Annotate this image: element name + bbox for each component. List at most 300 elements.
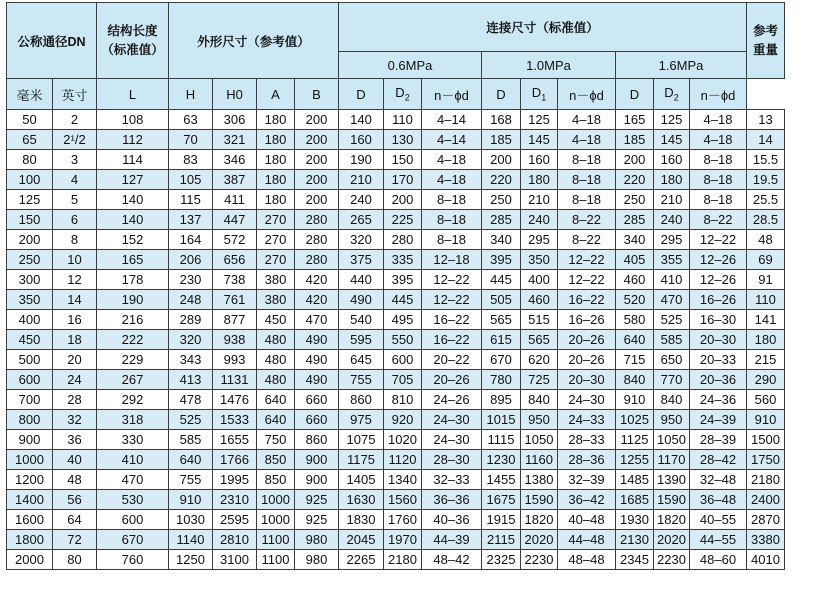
- table-cell: 137: [169, 210, 213, 230]
- table-cell: 20–30: [558, 370, 616, 390]
- table-cell: 2130: [616, 530, 654, 550]
- table-cell: 80: [53, 550, 97, 570]
- table-cell: 410: [654, 270, 690, 290]
- table-cell: 5: [53, 190, 97, 210]
- table-cell: 640: [616, 330, 654, 350]
- table-cell: 761: [213, 290, 257, 310]
- table-cell: 160: [654, 150, 690, 170]
- table-cell: 490: [339, 290, 384, 310]
- table-row: [7, 170, 785, 190]
- table-cell: 250: [7, 250, 53, 270]
- table-cell: 248: [169, 290, 213, 310]
- table-cell: 1800: [7, 530, 53, 550]
- table-cell: 1255: [616, 450, 654, 470]
- table-cell: 925: [295, 490, 339, 510]
- table-cell: 395: [384, 270, 422, 290]
- table-cell: 460: [616, 270, 654, 290]
- table-cell: 505: [482, 290, 521, 310]
- table-cell: 3: [53, 150, 97, 170]
- table-row: [7, 210, 785, 230]
- table-cell: 190: [339, 150, 384, 170]
- table-cell: 145: [654, 130, 690, 150]
- table-cell: 8–18: [690, 190, 747, 210]
- table-cell: 600: [97, 510, 169, 530]
- table-cell: 8–18: [690, 170, 747, 190]
- table-cell: 200: [616, 150, 654, 170]
- header-nd-0-6: n－ϕd: [422, 79, 482, 110]
- table-cell: 108: [97, 110, 169, 130]
- table-cell: 4–14: [422, 110, 482, 130]
- table-cell: 1200: [7, 470, 53, 490]
- table-cell: 780: [482, 370, 521, 390]
- table-cell: 200: [295, 190, 339, 210]
- table-cell: 480: [257, 370, 295, 390]
- table-cell: 495: [384, 310, 422, 330]
- table-cell: 800: [7, 410, 53, 430]
- table-cell: 32–48: [690, 470, 747, 490]
- table-cell: 572: [213, 230, 257, 250]
- table-cell: 2¹/2: [53, 130, 97, 150]
- table-cell: 130: [384, 130, 422, 150]
- header-D2-1-6: [654, 79, 690, 110]
- table-cell: 8–18: [558, 150, 616, 170]
- table-cell: 2180: [747, 470, 785, 490]
- table-row: [7, 410, 785, 430]
- table-cell: 1390: [654, 470, 690, 490]
- table-cell: 420: [295, 270, 339, 290]
- table-cell: 8–18: [422, 190, 482, 210]
- table-cell: 14: [53, 290, 97, 310]
- table-row: [7, 510, 785, 530]
- table-cell: 515: [521, 310, 558, 330]
- table-cell: 1170: [654, 450, 690, 470]
- table-cell: 110: [747, 290, 785, 310]
- table-cell: 490: [295, 350, 339, 370]
- header-H0: H0: [213, 79, 257, 110]
- table-row: [7, 470, 785, 490]
- table-cell: 280: [295, 230, 339, 250]
- table-cell: 1630: [339, 490, 384, 510]
- table-cell: 8–22: [690, 210, 747, 230]
- table-cell: 445: [384, 290, 422, 310]
- table-cell: 180: [257, 110, 295, 130]
- table-cell: 4–18: [558, 110, 616, 130]
- d2-letter: D: [395, 85, 405, 101]
- table-cell: 1000: [257, 510, 295, 530]
- table-cell: 110: [384, 110, 422, 130]
- table-cell: 450: [257, 310, 295, 330]
- table-row: [7, 290, 785, 310]
- table-cell: 24–36: [690, 390, 747, 410]
- table-cell: 63: [169, 110, 213, 130]
- header-structural-length: [97, 3, 169, 79]
- table-cell: 267: [97, 370, 169, 390]
- table-cell: 346: [213, 150, 257, 170]
- header-pressure-1-6: 1.6MPa: [616, 52, 747, 79]
- table-cell: 4: [53, 170, 97, 190]
- table-cell: 180: [257, 130, 295, 150]
- table-cell: 1820: [521, 510, 558, 530]
- table-cell: 20: [53, 350, 97, 370]
- table-row: [7, 250, 785, 270]
- table-cell: 200: [295, 110, 339, 130]
- table-cell: 14: [747, 130, 785, 150]
- header-L: L: [97, 79, 169, 110]
- table-cell: 560: [747, 390, 785, 410]
- table-cell: 210: [521, 190, 558, 210]
- table-row: [7, 450, 785, 470]
- table-cell: 980: [295, 530, 339, 550]
- table-row: [7, 350, 785, 370]
- table-cell: 20–26: [558, 330, 616, 350]
- table-cell: 28–42: [690, 450, 747, 470]
- table-cell: 24–30: [422, 430, 482, 450]
- table-cell: 8–18: [422, 230, 482, 250]
- table-cell: 1685: [616, 490, 654, 510]
- table-cell: 1455: [482, 470, 521, 490]
- table-cell: 770: [654, 370, 690, 390]
- table-row: [7, 390, 785, 410]
- table-cell: 725: [521, 370, 558, 390]
- table-cell: 1600: [7, 510, 53, 530]
- d2-letter: D: [664, 85, 674, 101]
- table-cell: 220: [616, 170, 654, 190]
- table-cell: 72: [53, 530, 97, 550]
- table-cell: 200: [482, 150, 521, 170]
- table-cell: 160: [521, 150, 558, 170]
- table-cell: 83: [169, 150, 213, 170]
- table-cell: 925: [295, 510, 339, 530]
- table-cell: 620: [521, 350, 558, 370]
- table-cell: 40–55: [690, 510, 747, 530]
- table-cell: 950: [521, 410, 558, 430]
- d1-letter: D: [531, 85, 542, 101]
- table-cell: 8–18: [422, 210, 482, 230]
- table-cell: 640: [257, 410, 295, 430]
- table-cell: 112: [97, 130, 169, 150]
- table-cell: 1560: [384, 490, 422, 510]
- table-cell: 2595: [213, 510, 257, 530]
- table-cell: 343: [169, 350, 213, 370]
- valve-dimension-table: [6, 2, 785, 570]
- header-A: A: [257, 79, 295, 110]
- table-cell: 164: [169, 230, 213, 250]
- table-cell: 350: [7, 290, 53, 310]
- table-cell: 24–26: [422, 390, 482, 410]
- table-cell: 750: [257, 430, 295, 450]
- table-cell: 840: [616, 370, 654, 390]
- table-cell: 380: [257, 290, 295, 310]
- table-cell: 1030: [169, 510, 213, 530]
- table-cell: 24–33: [558, 410, 616, 430]
- table-row: [7, 550, 785, 570]
- table-cell: 36: [53, 430, 97, 450]
- table-cell: 125: [654, 110, 690, 130]
- table-cell: 470: [654, 290, 690, 310]
- table-cell: 125: [521, 110, 558, 130]
- table-cell: 180: [654, 170, 690, 190]
- table-cell: 550: [384, 330, 422, 350]
- table-cell: 670: [97, 530, 169, 550]
- table-cell: 160: [339, 130, 384, 150]
- table-cell: 1050: [521, 430, 558, 450]
- table-cell: 860: [295, 430, 339, 450]
- table-cell: 1000: [257, 490, 295, 510]
- table-row: [7, 270, 785, 290]
- table-cell: 180: [257, 150, 295, 170]
- header-D-0-6: D: [339, 79, 384, 110]
- header-inch: 英寸: [53, 79, 97, 110]
- table-row: [7, 150, 785, 170]
- table-cell: 250: [616, 190, 654, 210]
- table-cell: 2: [53, 110, 97, 130]
- table-cell: 900: [7, 430, 53, 450]
- table-cell: 289: [169, 310, 213, 330]
- table-cell: 755: [169, 470, 213, 490]
- table-cell: 16–22: [422, 310, 482, 330]
- table-cell: 141: [747, 310, 785, 330]
- table-cell: 1930: [616, 510, 654, 530]
- table-cell: 540: [339, 310, 384, 330]
- table-cell: 470: [97, 470, 169, 490]
- table-cell: 320: [169, 330, 213, 350]
- table-cell: 1590: [654, 490, 690, 510]
- table-cell: 20–22: [422, 350, 482, 370]
- table-cell: 1830: [339, 510, 384, 530]
- table-cell: 44–55: [690, 530, 747, 550]
- table-cell: 413: [169, 370, 213, 390]
- table-cell: 920: [384, 410, 422, 430]
- table-cell: 48–48: [558, 550, 616, 570]
- header-D1-1-0: [521, 79, 558, 110]
- table-cell: 656: [213, 250, 257, 270]
- table-cell: 525: [654, 310, 690, 330]
- table-cell: 1100: [257, 530, 295, 550]
- table-cell: 470: [295, 310, 339, 330]
- table-cell: 910: [169, 490, 213, 510]
- table-cell: 48–60: [690, 550, 747, 570]
- table-cell: 380: [257, 270, 295, 290]
- header-mm: 毫米: [7, 79, 53, 110]
- table-cell: 410: [97, 450, 169, 470]
- table-cell: 180: [747, 330, 785, 350]
- table-cell: 1075: [339, 430, 384, 450]
- table-cell: 1160: [521, 450, 558, 470]
- table-cell: 565: [482, 310, 521, 330]
- table-cell: 80: [7, 150, 53, 170]
- table-cell: 140: [97, 210, 169, 230]
- table-cell: 4–14: [422, 130, 482, 150]
- header-structural-length-line2: （标准值）: [101, 42, 164, 57]
- table-cell: 1590: [521, 490, 558, 510]
- table-cell: 20–30: [690, 330, 747, 350]
- table-cell: 12–22: [690, 230, 747, 250]
- table-cell: 615: [482, 330, 521, 350]
- table-cell: 525: [169, 410, 213, 430]
- table-cell: 165: [616, 110, 654, 130]
- table-cell: 530: [97, 490, 169, 510]
- table-cell: 285: [482, 210, 521, 230]
- table-cell: 450: [7, 330, 53, 350]
- table-cell: 395: [482, 250, 521, 270]
- table-cell: 152: [97, 230, 169, 250]
- table-cell: 12–22: [422, 270, 482, 290]
- table-cell: 6: [53, 210, 97, 230]
- table-cell: 20–26: [558, 350, 616, 370]
- table-cell: 660: [295, 410, 339, 430]
- table-cell: 240: [339, 190, 384, 210]
- table-cell: 1915: [482, 510, 521, 530]
- table-cell: 840: [521, 390, 558, 410]
- table-cell: 64: [53, 510, 97, 530]
- table-cell: 975: [339, 410, 384, 430]
- header-pressure-1-0: 1.0MPa: [482, 52, 616, 79]
- header-B: B: [295, 79, 339, 110]
- table-cell: 1970: [384, 530, 422, 550]
- table-cell: 250: [482, 190, 521, 210]
- table-row: [7, 530, 785, 550]
- table-cell: 4–18: [558, 130, 616, 150]
- table-cell: 36–42: [558, 490, 616, 510]
- table-cell: 1000: [7, 450, 53, 470]
- table-cell: 32–39: [558, 470, 616, 490]
- table-cell: 150: [384, 150, 422, 170]
- table-cell: 480: [257, 350, 295, 370]
- header-H: H: [169, 79, 213, 110]
- table-cell: 8–18: [558, 190, 616, 210]
- table-cell: 170: [384, 170, 422, 190]
- table-cell: 993: [213, 350, 257, 370]
- table-cell: 1750: [747, 450, 785, 470]
- table-cell: 2345: [616, 550, 654, 570]
- table-cell: 200: [295, 170, 339, 190]
- header-nd-1-0: n－ϕd: [558, 79, 616, 110]
- table-cell: 320: [339, 230, 384, 250]
- table-cell: 229: [97, 350, 169, 370]
- table-cell: 1020: [384, 430, 422, 450]
- table-cell: 115: [169, 190, 213, 210]
- table-cell: 585: [169, 430, 213, 450]
- table-cell: 8–18: [690, 150, 747, 170]
- table-cell: 447: [213, 210, 257, 230]
- table-cell: 375: [339, 250, 384, 270]
- table-cell: 1655: [213, 430, 257, 450]
- table-cell: 440: [339, 270, 384, 290]
- table-cell: 210: [339, 170, 384, 190]
- table-cell: 595: [339, 330, 384, 350]
- table-cell: 145: [521, 130, 558, 150]
- table-cell: 48: [747, 230, 785, 250]
- table-cell: 585: [654, 330, 690, 350]
- table-cell: 290: [747, 370, 785, 390]
- table-cell: 40–48: [558, 510, 616, 530]
- table-cell: 760: [97, 550, 169, 570]
- table-cell: 168: [482, 110, 521, 130]
- table-cell: 2230: [521, 550, 558, 570]
- table-cell: 28: [53, 390, 97, 410]
- table-cell: 2000: [7, 550, 53, 570]
- table-cell: 3380: [747, 530, 785, 550]
- table-cell: 1140: [169, 530, 213, 550]
- table-cell: 340: [616, 230, 654, 250]
- table-cell: 4–18: [422, 170, 482, 190]
- table-cell: 32–33: [422, 470, 482, 490]
- table-cell: 490: [295, 330, 339, 350]
- header-nominal-diameter: 公称通径DN: [7, 3, 97, 79]
- table-cell: 215: [747, 350, 785, 370]
- table-cell: 1485: [616, 470, 654, 490]
- table-cell: 225: [384, 210, 422, 230]
- table-cell: 910: [747, 410, 785, 430]
- table-cell: 16–26: [558, 310, 616, 330]
- table-cell: 28–30: [422, 450, 482, 470]
- table-cell: 300: [7, 270, 53, 290]
- table-cell: 16–22: [558, 290, 616, 310]
- table-cell: 280: [384, 230, 422, 250]
- table-cell: 705: [384, 370, 422, 390]
- table-cell: 28–33: [558, 430, 616, 450]
- table-cell: 350: [521, 250, 558, 270]
- table-cell: 2325: [482, 550, 521, 570]
- table-cell: 4–18: [422, 150, 482, 170]
- header-reference-weight-line1: 参考: [752, 23, 778, 38]
- header-pressure-0-6: 0.6MPa: [339, 52, 482, 79]
- table-cell: 44–48: [558, 530, 616, 550]
- table-cell: 340: [482, 230, 521, 250]
- table-cell: 69: [747, 250, 785, 270]
- table-cell: 2810: [213, 530, 257, 550]
- table-cell: 140: [97, 190, 169, 210]
- table-cell: 1533: [213, 410, 257, 430]
- table-cell: 48–42: [422, 550, 482, 570]
- table-cell: 1175: [339, 450, 384, 470]
- table-row: [7, 490, 785, 510]
- table-cell: 2265: [339, 550, 384, 570]
- table-cell: 125: [7, 190, 53, 210]
- table-cell: 8–18: [558, 170, 616, 190]
- table-cell: 1675: [482, 490, 521, 510]
- table-cell: 877: [213, 310, 257, 330]
- table-cell: 40–36: [422, 510, 482, 530]
- table-cell: 900: [295, 450, 339, 470]
- table-cell: 48: [53, 470, 97, 490]
- table-cell: 216: [97, 310, 169, 330]
- table-cell: 114: [97, 150, 169, 170]
- table-cell: 180: [257, 170, 295, 190]
- table-cell: 1405: [339, 470, 384, 490]
- table-row: [7, 190, 785, 210]
- table-row: [7, 230, 785, 250]
- table-cell: 460: [521, 290, 558, 310]
- table-cell: 810: [384, 390, 422, 410]
- table-cell: 715: [616, 350, 654, 370]
- table-cell: 200: [295, 130, 339, 150]
- table-cell: 50: [7, 110, 53, 130]
- table-cell: 12: [53, 270, 97, 290]
- table-cell: 8–22: [558, 230, 616, 250]
- header-structural-length-line1: 结构长度: [107, 23, 158, 38]
- table-cell: 36–48: [690, 490, 747, 510]
- table-cell: 285: [616, 210, 654, 230]
- table-cell: 12–22: [422, 290, 482, 310]
- table-cell: 2020: [521, 530, 558, 550]
- table-row: [7, 370, 785, 390]
- table-cell: 980: [295, 550, 339, 570]
- table-cell: 3100: [213, 550, 257, 570]
- table-cell: 1131: [213, 370, 257, 390]
- table-cell: 2400: [747, 490, 785, 510]
- table-cell: 1760: [384, 510, 422, 530]
